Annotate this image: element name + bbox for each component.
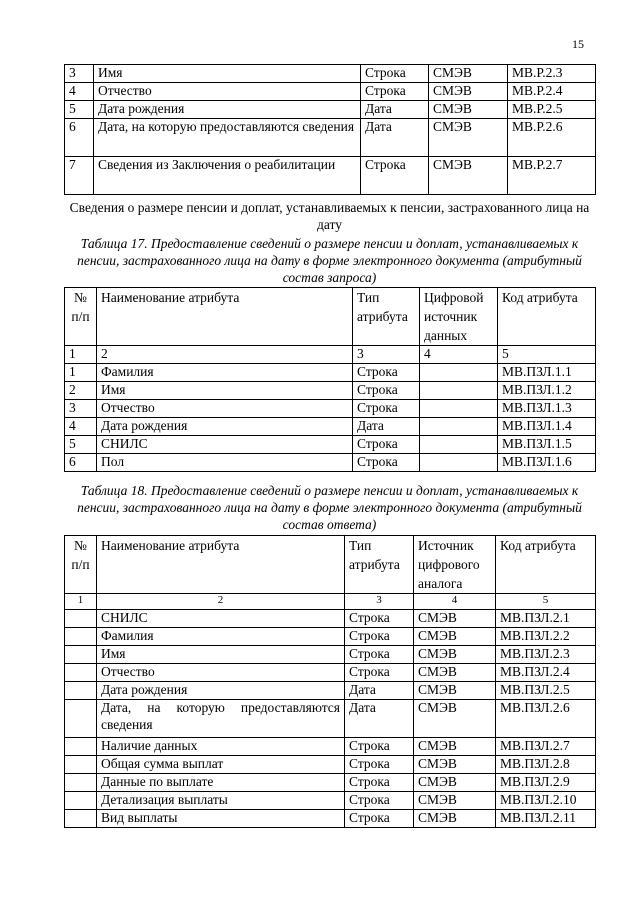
cell <box>65 700 97 738</box>
cell: МВ.ПЗЛ.2.2 <box>496 628 596 646</box>
cell: СМЭВ <box>429 83 508 101</box>
cell: СМЭВ <box>429 65 508 83</box>
cell: Фамилия <box>97 628 345 646</box>
cell <box>420 436 498 454</box>
table-row <box>65 119 596 157</box>
table-row <box>65 400 596 418</box>
cell: Пол <box>97 454 353 472</box>
cell: Сведения из Заключения о реабилитации <box>94 157 361 195</box>
cell: 3 <box>65 65 94 83</box>
cell: 1 <box>65 364 97 382</box>
cell: 5 <box>65 101 94 119</box>
cell: Дата рождения <box>97 682 345 700</box>
page-number: 15 <box>572 37 584 51</box>
cell <box>420 400 498 418</box>
cell: СМЭВ <box>414 628 496 646</box>
cell: Строка <box>361 65 429 83</box>
cell: Имя <box>94 65 361 83</box>
cell <box>65 664 97 682</box>
cell: Данные по выплате <box>97 774 345 792</box>
cell: Строка <box>353 436 420 454</box>
cell: МВ.ПЗЛ.2.11 <box>496 810 596 828</box>
cell: Дата <box>361 101 429 119</box>
cell: СМЭВ <box>414 610 496 628</box>
cell: СМЭВ <box>414 700 496 738</box>
cell: 4 <box>420 346 498 364</box>
cell: Строка <box>345 792 414 810</box>
cell: Строка <box>345 738 414 756</box>
table-row <box>65 418 596 436</box>
cell <box>65 774 97 792</box>
cell: Дата, на которую предоставляются сведения <box>94 119 361 157</box>
cell: МВ.Р.2.4 <box>508 83 596 101</box>
section-heading: Сведения о размере пенсии и доплат, устанавливаемых к пенсии, застрахованного лица на дату <box>69 200 590 232</box>
cell: Строка <box>345 628 414 646</box>
header-cell: Код атрибута <box>498 288 596 346</box>
cell: 5 <box>498 346 596 364</box>
cell: Дата <box>345 682 414 700</box>
cell: Дата <box>361 119 429 157</box>
cell <box>420 382 498 400</box>
cell: СМЭВ <box>414 682 496 700</box>
cell: 2 <box>65 382 97 400</box>
table-row <box>65 738 596 756</box>
cell: МВ.ПЗЛ.2.6 <box>496 700 596 738</box>
cell: СМЭВ <box>414 810 496 828</box>
cell: Отчество <box>94 83 361 101</box>
table-row <box>65 83 596 101</box>
cell: Дата <box>345 700 414 738</box>
cell: Общая сумма выплат <box>97 756 345 774</box>
cell: Строка <box>345 756 414 774</box>
cell: МВ.ПЗЛ.1.6 <box>498 454 596 472</box>
cell: Дата рождения <box>97 418 353 436</box>
table-17 <box>64 287 596 472</box>
cell: СНИЛС <box>97 436 353 454</box>
table-row <box>65 756 596 774</box>
cell: Строка <box>361 83 429 101</box>
cell: Строка <box>353 454 420 472</box>
table-row <box>65 382 596 400</box>
cell: 7 <box>65 157 94 195</box>
cell: СМЭВ <box>414 756 496 774</box>
header-cell: Тип атрибута <box>345 536 414 594</box>
table17-caption: Таблица 17. Предоставление сведений о размере пенсии и доплат, устанавливаемых к пенсии, застрахованного лица на дату в форме электронного документа (атрибутный состав запроса) <box>77 236 582 285</box>
table18-caption: Таблица 18. Предоставление сведений о размере пенсии и доплат, устанавливаемых к пенсии, застрахованного лица на дату в форме электронного документа (атрибутный состав ответа) <box>77 483 582 532</box>
table-row <box>65 792 596 810</box>
cell: 1 <box>65 594 97 610</box>
cell: Дата <box>353 418 420 436</box>
cell: МВ.ПЗЛ.2.10 <box>496 792 596 810</box>
cell: Имя <box>97 646 345 664</box>
header-cell: Наименование атрибута <box>97 288 353 346</box>
cell: 3 <box>353 346 420 364</box>
cell: МВ.ПЗЛ.2.3 <box>496 646 596 664</box>
cell: Строка <box>353 382 420 400</box>
cell: МВ.Р.2.6 <box>508 119 596 157</box>
header-cell: Цифровой источник данных <box>420 288 498 346</box>
cell: МВ.ПЗЛ.2.8 <box>496 756 596 774</box>
table-header-row <box>65 288 596 346</box>
cell <box>65 792 97 810</box>
cell: СМЭВ <box>414 774 496 792</box>
cell: Строка <box>353 400 420 418</box>
cell: Дата, на которую предоставляются сведения <box>97 700 345 738</box>
table-row <box>65 774 596 792</box>
cell: 5 <box>65 436 97 454</box>
header-cell: Наименование атрибута <box>97 536 345 594</box>
cell: 1 <box>65 346 97 364</box>
cell: МВ.ПЗЛ.1.4 <box>498 418 596 436</box>
cell <box>65 628 97 646</box>
cell: 4 <box>65 418 97 436</box>
table-continuation <box>64 64 596 195</box>
cell: МВ.Р.2.7 <box>508 157 596 195</box>
cell: СМЭВ <box>414 738 496 756</box>
cell: Вид выплаты <box>97 810 345 828</box>
cell: СМЭВ <box>414 792 496 810</box>
cell: 6 <box>65 454 97 472</box>
table-18 <box>64 535 596 828</box>
cell <box>65 810 97 828</box>
cell: 2 <box>97 594 345 610</box>
table-row <box>65 65 596 83</box>
cell: СМЭВ <box>414 646 496 664</box>
cell: Фамилия <box>97 364 353 382</box>
table-row <box>65 700 596 738</box>
table-row <box>65 101 596 119</box>
cell: Строка <box>345 664 414 682</box>
cell: Строка <box>345 774 414 792</box>
cell <box>65 756 97 774</box>
cell: Строка <box>353 364 420 382</box>
cell: МВ.ПЗЛ.2.1 <box>496 610 596 628</box>
cell: Имя <box>97 382 353 400</box>
cell <box>420 418 498 436</box>
cell <box>65 610 97 628</box>
cell: 3 <box>65 400 97 418</box>
numbering-row <box>65 346 596 364</box>
cell: Дата рождения <box>94 101 361 119</box>
cell <box>65 646 97 664</box>
cell: МВ.ПЗЛ.1.3 <box>498 400 596 418</box>
cell: 5 <box>496 594 596 610</box>
cell <box>420 364 498 382</box>
table-row <box>65 664 596 682</box>
cell: МВ.Р.2.3 <box>508 65 596 83</box>
table-row <box>65 610 596 628</box>
cell: МВ.ПЗЛ.2.7 <box>496 738 596 756</box>
table-row <box>65 646 596 664</box>
cell: СМЭВ <box>429 119 508 157</box>
cell: 6 <box>65 119 94 157</box>
cell: МВ.Р.2.5 <box>508 101 596 119</box>
cell: МВ.ПЗЛ.2.5 <box>496 682 596 700</box>
cell: МВ.ПЗЛ.1.5 <box>498 436 596 454</box>
cell: МВ.ПЗЛ.2.9 <box>496 774 596 792</box>
cell: Строка <box>361 157 429 195</box>
header-cell: № п/п <box>65 536 97 594</box>
cell: 4 <box>65 83 94 101</box>
cell: МВ.ПЗЛ.1.1 <box>498 364 596 382</box>
cell <box>420 454 498 472</box>
table-header-row <box>65 536 596 594</box>
cell: Наличие данных <box>97 738 345 756</box>
cell: Строка <box>345 646 414 664</box>
cell: Детализация выплаты <box>97 792 345 810</box>
cell: 4 <box>414 594 496 610</box>
table-row <box>65 682 596 700</box>
table-row <box>65 810 596 828</box>
cell: Строка <box>345 810 414 828</box>
cell: МВ.ПЗЛ.1.2 <box>498 382 596 400</box>
table-row <box>65 454 596 472</box>
cell: СМЭВ <box>429 101 508 119</box>
cell <box>65 682 97 700</box>
cell: МВ.ПЗЛ.2.4 <box>496 664 596 682</box>
table-row <box>65 628 596 646</box>
cell: 2 <box>97 346 353 364</box>
cell: Отчество <box>97 400 353 418</box>
table-row <box>65 157 596 195</box>
cell: 3 <box>345 594 414 610</box>
cell: Строка <box>345 610 414 628</box>
cell: СМЭВ <box>414 664 496 682</box>
header-cell: Тип атрибута <box>353 288 420 346</box>
numbering-row <box>65 594 596 610</box>
header-cell: Код атрибута <box>496 536 596 594</box>
cell: Отчество <box>97 664 345 682</box>
cell: СМЭВ <box>429 157 508 195</box>
cell: СНИЛС <box>97 610 345 628</box>
header-cell: № п/п <box>65 288 97 346</box>
table-row <box>65 364 596 382</box>
table-row <box>65 436 596 454</box>
cell <box>65 738 97 756</box>
header-cell: Источник цифрового аналога <box>414 536 496 594</box>
